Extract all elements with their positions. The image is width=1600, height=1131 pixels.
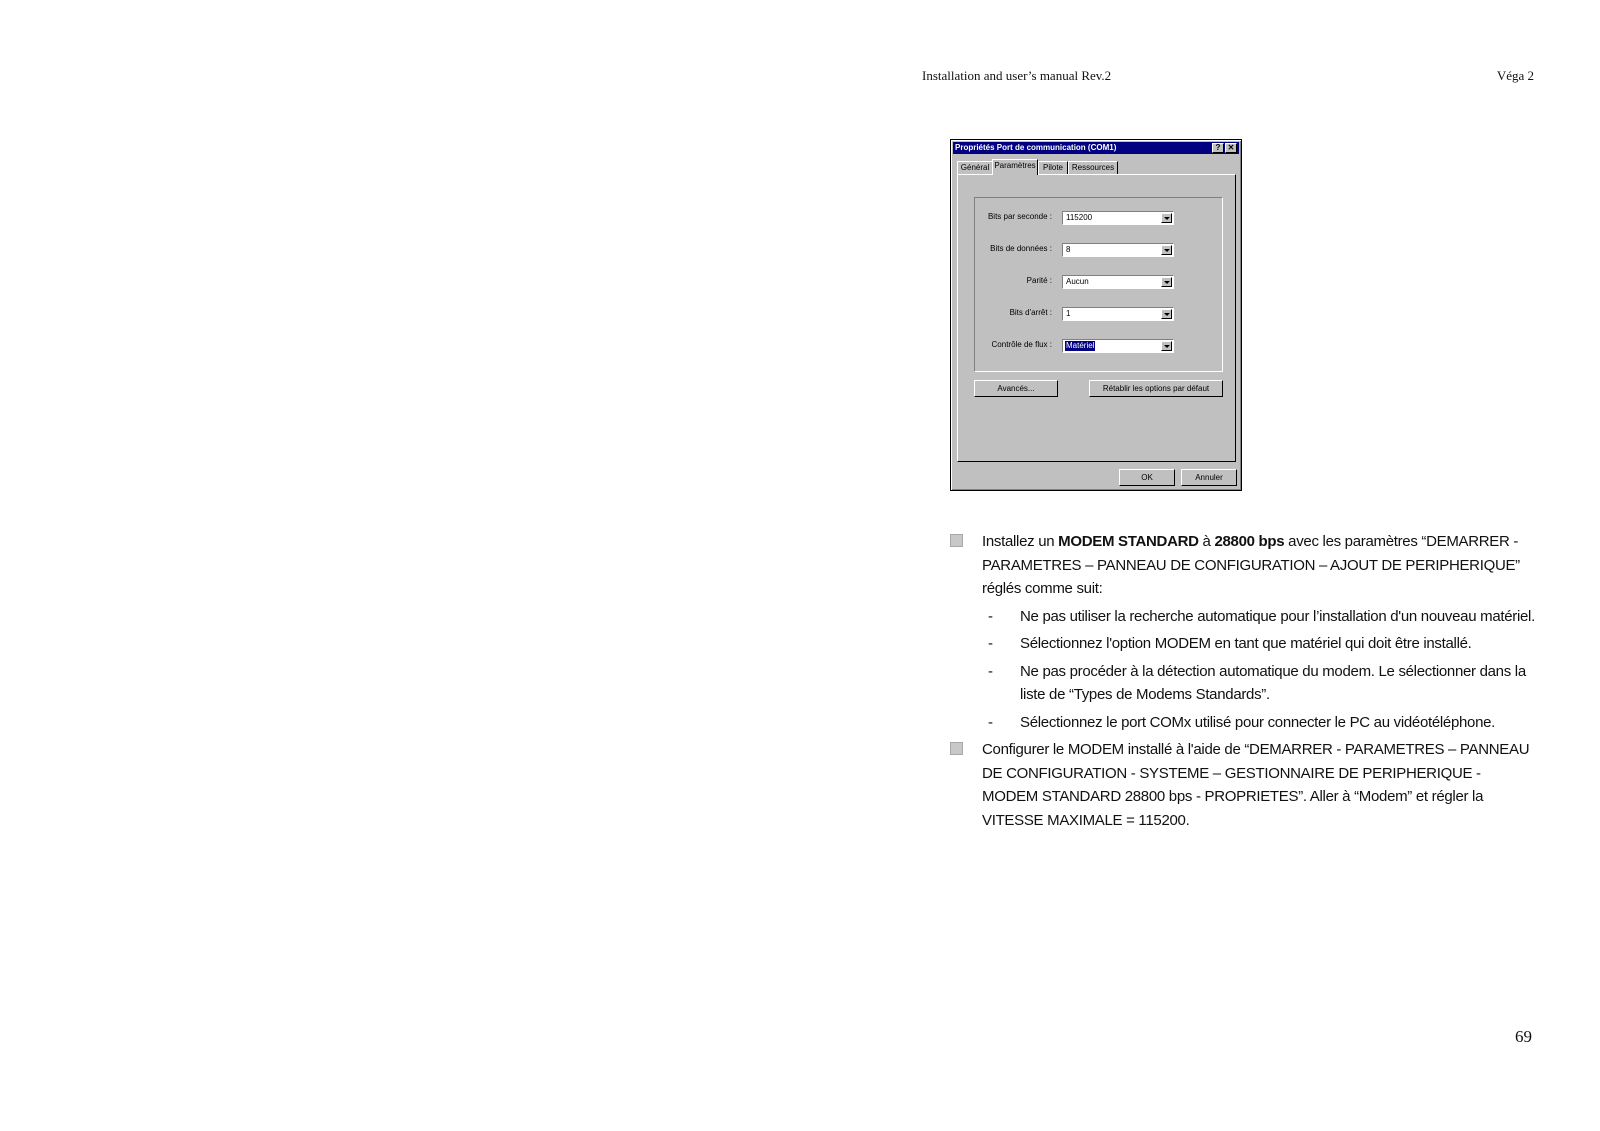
stop-bits-value: 1 (1066, 309, 1071, 318)
header-product-name: Véga 2 (1496, 68, 1534, 83)
parameters-panel (957, 174, 1236, 462)
chevron-down-icon[interactable] (1161, 213, 1172, 223)
chevron-down-icon[interactable] (1161, 309, 1172, 319)
close-button[interactable]: ✕ (1225, 143, 1237, 153)
header-manual-title: Installation and user’s manual Rev.2 (922, 68, 1112, 83)
dash-marker: - (988, 635, 993, 652)
cancel-button[interactable]: Annuler (1181, 469, 1237, 486)
data-bits-select[interactable] (1062, 243, 1174, 257)
tab-resources[interactable]: Ressources (1068, 161, 1118, 174)
field-row (975, 243, 1224, 257)
dialog-title: Propriétés Port de communication (COM1) (955, 143, 1117, 152)
sub-list-item (948, 711, 1538, 735)
stop-bits-label: Bits d'arrêt : (1009, 308, 1052, 317)
data-bits-label: Bits de données : (990, 244, 1052, 253)
ok-button[interactable]: OK (1119, 469, 1175, 486)
field-row (975, 211, 1224, 225)
chevron-down-icon[interactable] (1161, 245, 1172, 255)
restore-defaults-button[interactable]: Rétablir les options par défaut (1089, 380, 1223, 397)
bits-per-second-label: Bits par seconde : (987, 212, 1052, 221)
parity-value: Aucun (1066, 277, 1089, 286)
com-port-properties-dialog (950, 139, 1242, 491)
data-bits-value: 8 (1066, 245, 1071, 254)
text-span: avec les paramètres “DEMARRER - PARAMETRES – PANNEAU DE CONFIGURATION – AJOUT DE PERIPHERIQUE” réglés comme suit: (982, 533, 1520, 597)
instructions-text (948, 530, 1538, 832)
advanced-button[interactable]: Avancés... (974, 380, 1058, 397)
text-span: Installez un (982, 533, 1059, 550)
list-item (948, 530, 1538, 601)
port-settings-group (974, 197, 1223, 372)
bold-text: MODEM STANDARD (1058, 533, 1199, 550)
text-span: Configurer le MODEM installé à l'aide de “DEMARRER - PARAMETRES – PANNEAU DE CONFIGURATION - SYSTEME – GESTIONNAIRE DE PERIPHERIQUE - MODEM STANDARD 28800 bps - PROPRIETES”. Aller à “Modem” et régler la VITESSE MAXIMALE = 115200. (982, 741, 1530, 829)
chevron-down-icon[interactable] (1161, 277, 1172, 287)
sub-list-item (948, 605, 1538, 629)
bold-text: 28800 bps (1214, 533, 1285, 550)
stop-bits-select[interactable] (1062, 307, 1174, 321)
square-bullet-icon (950, 534, 963, 547)
flow-control-select[interactable] (1062, 339, 1174, 353)
field-row (975, 275, 1224, 289)
dash-marker: - (988, 607, 993, 625)
bits-per-second-value: 115200 (1066, 213, 1093, 222)
square-bullet-icon (950, 742, 963, 755)
field-row (975, 307, 1224, 321)
field-row (975, 339, 1224, 353)
sub-item-text: Ne pas procéder à la détection automatique du modem. Le sélectionner dans la liste de “Types de Modems Standards”. (1020, 662, 1526, 703)
dash-marker: - (988, 713, 993, 731)
bits-per-second-select[interactable] (1062, 211, 1174, 225)
flow-control-value: Matériel (1066, 341, 1095, 350)
help-button[interactable]: ? (1212, 143, 1224, 153)
page-number: 69 (1515, 1027, 1532, 1046)
parity-select[interactable] (1062, 275, 1174, 289)
sub-item-text: Ne pas utiliser la recherche automatique pour l’installation d'un nouveau matériel. (1020, 607, 1535, 625)
tab-driver[interactable]: Pilote (1038, 161, 1068, 174)
list-item (948, 738, 1538, 832)
sub-list-item (948, 632, 1538, 656)
sub-item-text: Sélectionnez le port COMx utilisé pour connecter le PC au vidéotéléphone. (1020, 713, 1496, 731)
sub-item-text: Sélectionnez l'option MODEM en tant que matériel qui doit être installé. (1020, 635, 1472, 652)
tab-general[interactable]: Général (957, 161, 993, 174)
flow-control-label: Contrôle de flux : (991, 340, 1052, 349)
sub-list-item (948, 660, 1538, 707)
chevron-down-icon[interactable] (1161, 341, 1172, 351)
tab-parameters[interactable]: Paramètres (992, 159, 1038, 175)
dialog-titlebar (953, 142, 1239, 154)
dash-marker: - (988, 662, 993, 680)
parity-label: Parité : (1026, 276, 1052, 285)
text-span: à (1198, 533, 1215, 550)
